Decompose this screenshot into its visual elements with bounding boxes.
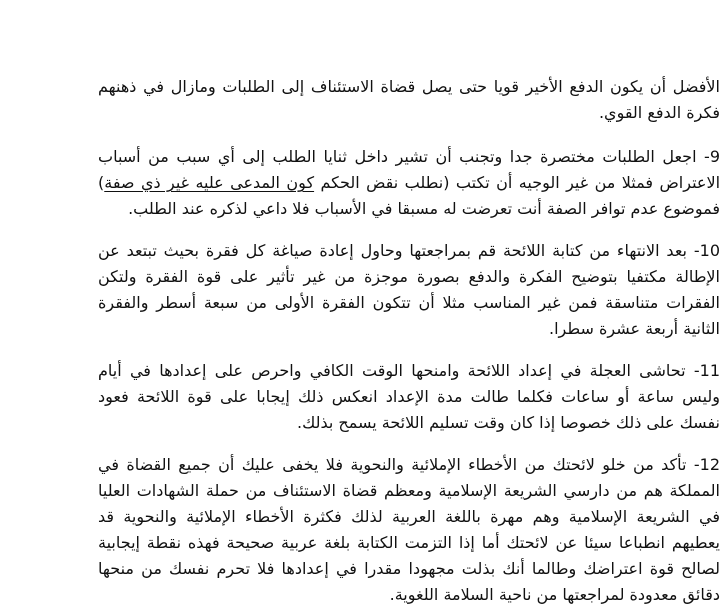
document-page [98,74,720,608]
paragraph-9-text-after: ) فموضوع عدم توافر الصفة أنت تعرضت له مسبقا في الأسباب فلا داعي لذكره عند الطلب. [98,173,720,218]
paragraph-9 [98,144,720,222]
paragraph-12: 12- تأكد من خلو لائحتك من الأخطاء الإملائية والنحوية فلا يخفى عليك أن جميع القضاة في المملكة هم من دارسي الشريعة الإسلامية ومعظم قضاة الاستئناف من حملة الشهادات العليا في الشريعة الإسلامية وهم مهرة باللغة العربية لذلك فكثرة الأخطاء الإملائية والنحوية قد يعطيهم انطباعا سيئا عن لائحتك أما إذا التزمت الكتابة بلغة عربية صحيحة فهذه نقطة إيجابية لصالح قوة اعتراضك وطالما أنك بذلت مجهودا مقدرا في إعدادها فلا تحرم نفسك من منحها دقائق معدودة لمراجعتها من ناحية السلامة اللغوية. [98,455,720,604]
paragraph-10: 10- بعد الانتهاء من كتابة اللائحة قم بمراجعتها وحاول إعادة صياغة كل فقرة بحيث تبتعد عن الإطالة مكتفيا بتوضيح الفكرة والدفع بصورة موجزة من غير تأثير على قوة الفقرة ولتكن الفقرات متناسقة فمن غير المناسب مثلا أن تتكون الفقرة الأولى من سبعة أسطر والفقرة الثانية أربعة عشرة سطرا. [98,241,720,338]
paragraph-11: 11- تحاشى العجلة في إعداد اللائحة وامنحها الوقت الكافي واحرص على إعدادها في أيام وليس ساعة أو ساعات فكلما طالت مدة الإعداد انعكس ذلك إيجابا على قوة اللائحة فعود نفسك على ذلك خصوصا إذا كان وقت تسليم اللائحة يسمح بذلك. [98,361,720,432]
paragraph-9-underlined-text: كون المدعى عليه غير ذي صفة [104,173,315,192]
paragraph-intro: الأفضل أن يكون الدفع الأخير قويا حتى يصل قضاة الاستئناف إلى الطلبات ومازال في ذهنهم فكرة الدفع القوي. [98,77,720,122]
paragraph-9-text-before: 9- اجعل الطلبات مختصرة جدا وتجنب أن تشير داخل ثنايا الطلب إلى أي سبب من أسباب الاعتراض فمثلا من غير الوجيه أن تكتب (نطلب نقض الحكم [98,147,720,192]
